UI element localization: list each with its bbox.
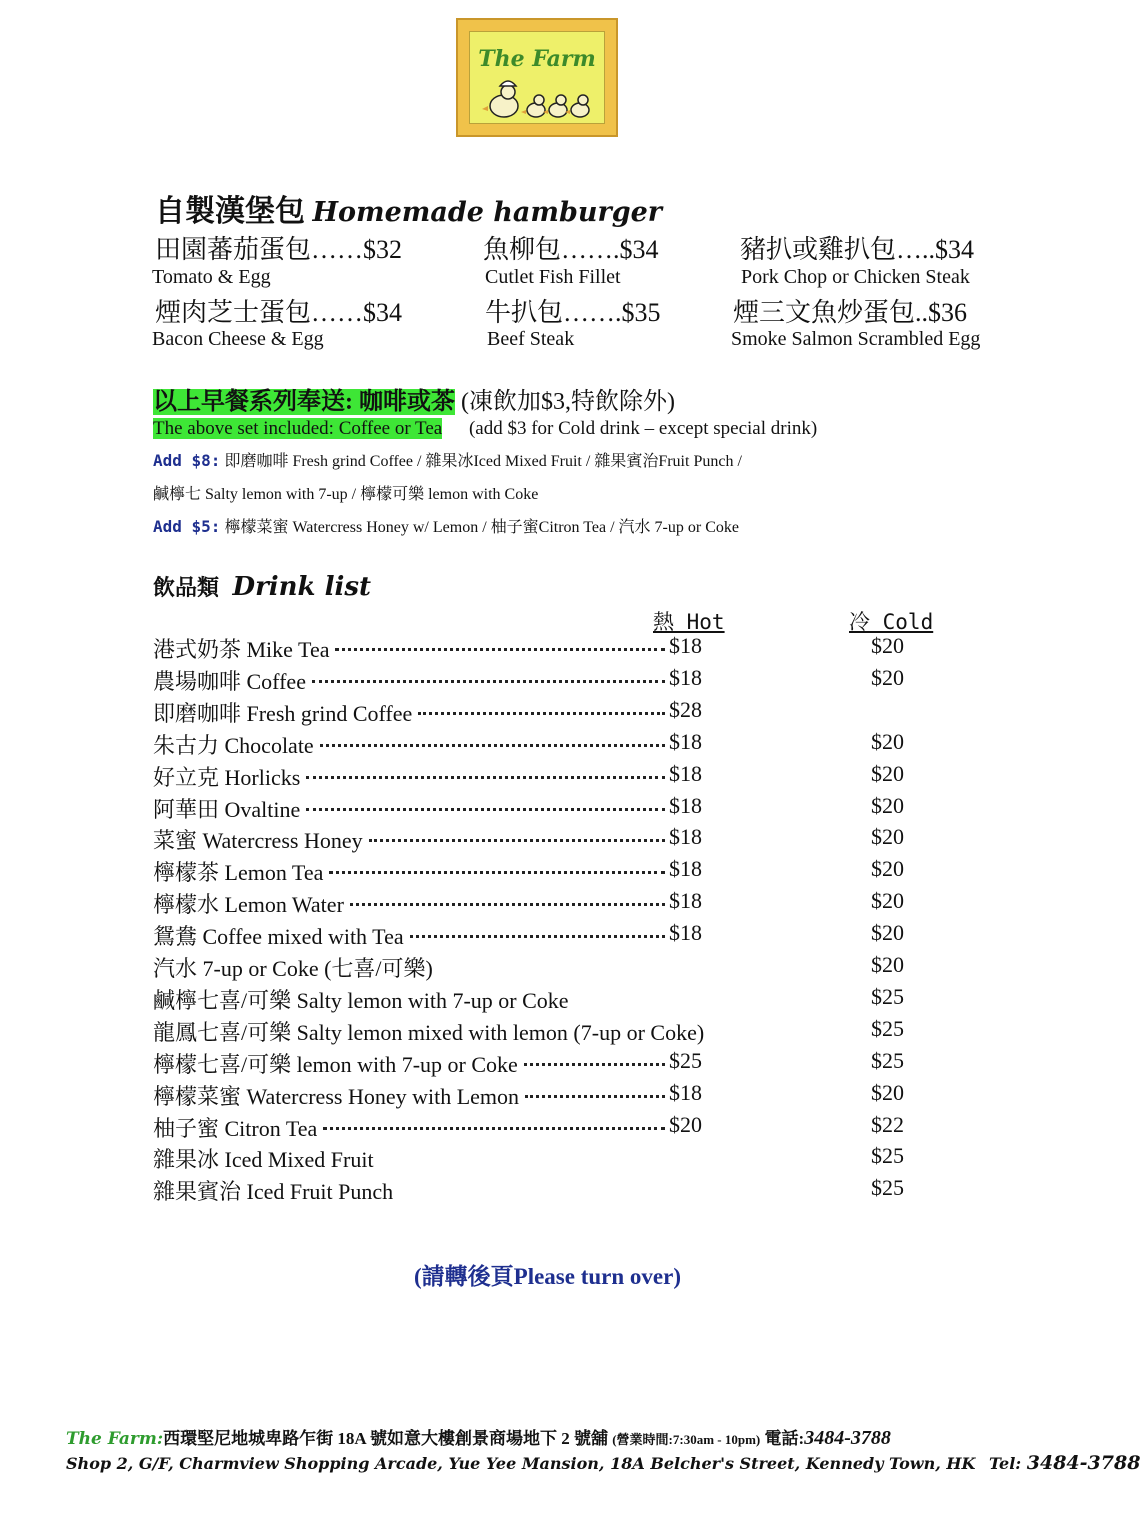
drink-row <box>153 1016 933 1048</box>
footer-address-zh-text: 西環堅尼地城卑路乍街 18A 號如意大樓創景商場地下 2 號舖 <box>163 1429 608 1448</box>
hot-column-header: 熱 Hot <box>653 610 725 634</box>
footer-address-en-text: Shop 2, G/F, Charmview Shopping Arcade, Yue Yee Mansion, 18A Belcher's Street, Kennedy Town, HK <box>66 1454 976 1473</box>
cold-price: $20 <box>871 1079 904 1105</box>
add8-options-cont: 鹹檸七 Salty lemon with 7-up / 檸檬可樂 lemon with Coke <box>153 486 539 503</box>
set-included-note: (凍飲加$3,特飲除外) <box>461 389 675 415</box>
drink-name: 檸檬七喜/可樂 lemon with 7-up or Coke <box>153 1051 518 1077</box>
drink-name: 汽水 7-up or Coke (七喜/可樂) <box>153 956 433 981</box>
cold-price: $20 <box>871 664 904 690</box>
menu-item-zh: 煙肉芝士蛋包……$34 <box>155 298 403 327</box>
cold-price: $20 <box>871 888 904 914</box>
drink-row <box>153 888 933 920</box>
leader-dots <box>335 648 665 651</box>
logo-text: The Farm <box>478 46 596 72</box>
drink-row <box>153 729 933 761</box>
drink-row <box>153 793 933 825</box>
cold-price: $25 <box>871 1143 904 1169</box>
farm-logo <box>456 18 618 137</box>
drink-row <box>153 1143 933 1175</box>
drink-name: 即磨咖啡 Fresh grind Coffee <box>153 700 413 726</box>
hot-price: $20 <box>669 1111 702 1137</box>
drink-row <box>153 856 933 888</box>
drink-name: 朱古力 Chocolate <box>153 732 314 758</box>
drink-row <box>153 1175 933 1207</box>
footer-phone-label-en: Tel: <box>988 1454 1022 1473</box>
cold-price: $22 <box>871 1111 904 1137</box>
drink-row <box>153 920 933 952</box>
set-included-highlight: 以上早餐系列奉送: 咖啡或茶 <box>153 389 455 415</box>
hot-price: $18 <box>669 792 702 818</box>
leader-dots <box>410 935 665 938</box>
footer-phone-en: 3484-3788 <box>1026 1452 1140 1474</box>
set-included-en-highlight: The above set included: Coffee or Tea <box>153 418 443 439</box>
drink-name: 檸檬水 Lemon Water <box>153 892 344 918</box>
menu-item-zh: 煙三文魚炒蛋包..$36 <box>733 298 968 327</box>
menu-item-en: Cutlet Fish Fillet <box>485 266 621 288</box>
menu-item-en: Pork Chop or Chicken Steak <box>741 266 970 288</box>
hot-price: $18 <box>669 856 702 882</box>
menu-item-zh: 牛扒包…….$35 <box>485 298 661 327</box>
leader-dots <box>306 776 665 779</box>
cold-price: $25 <box>871 1175 904 1201</box>
drink-name: 鹹檸七喜/可樂 Salty lemon with 7-up or Coke <box>153 987 569 1013</box>
drink-name: 好立克 Horlicks <box>153 764 301 790</box>
hamburger-heading <box>155 186 662 230</box>
add5-line <box>153 514 739 537</box>
drink-row <box>153 824 933 856</box>
leader-dots <box>320 744 665 747</box>
set-included-en <box>153 418 817 440</box>
drink-row <box>153 1048 933 1080</box>
cold-price: $20 <box>871 728 904 754</box>
cold-price: $20 <box>871 792 904 818</box>
hot-price: $18 <box>669 920 702 946</box>
drink-name: 菜蜜 Watercress Honey <box>153 828 363 854</box>
drink-row <box>153 1080 933 1112</box>
cold-column-header: 冷 Cold <box>849 610 934 634</box>
menu-item-zh: 豬扒或雞扒包…..$34 <box>740 235 975 264</box>
drink-row <box>153 665 933 697</box>
cold-price: $20 <box>871 952 904 977</box>
cold-price: $25 <box>871 1047 904 1073</box>
leader-dots <box>369 839 665 842</box>
hamburger-heading-en: Homemade hamburger <box>312 197 662 228</box>
menu-item-en: Tomato & Egg <box>152 266 271 288</box>
drink-row <box>153 761 933 793</box>
footer-address-zh <box>66 1424 891 1450</box>
turn-over-note: (請轉後頁Please turn over) <box>414 1264 681 1289</box>
drink-name: 柚子蜜 Citron Tea <box>153 1115 318 1141</box>
leader-dots <box>418 712 665 715</box>
leader-dots <box>350 903 665 906</box>
add5-options: 檸檬菜蜜 Watercress Honey w/ Lemon / 柚子蜜Citron Tea / 汽水 7-up or Coke <box>224 519 739 536</box>
hot-price: $18 <box>669 1079 702 1105</box>
set-included-en-note: (add $3 for Cold drink – except special drink) <box>468 418 818 439</box>
leader-dots <box>312 680 665 683</box>
hot-price: $18 <box>669 728 702 754</box>
footer-brand: The Farm: <box>66 1429 164 1449</box>
hot-price: $18 <box>669 824 702 850</box>
footer-hours: (營業時間:7:30am - 10pm) <box>612 1432 761 1447</box>
drink-row <box>153 1112 933 1144</box>
drink-name: 龍鳳七喜/可樂 Salty lemon mixed with lemon (7-up or Coke) <box>153 1019 705 1045</box>
leader-dots <box>323 1127 665 1130</box>
set-included-zh <box>153 381 675 416</box>
hot-price: $18 <box>669 664 702 690</box>
drink-name: 農場咖啡 Coffee <box>153 668 306 694</box>
drink-row <box>153 633 933 665</box>
drink-heading-en: Drink list <box>232 572 372 602</box>
add5-label: Add $5: <box>153 517 221 536</box>
drink-row <box>153 697 933 729</box>
footer-phone: 3484-3788 <box>804 1427 891 1449</box>
leader-dots <box>524 1063 665 1066</box>
drink-name: 雜果冰 Iced Mixed Fruit <box>153 1147 374 1173</box>
hot-price: $18 <box>669 760 702 786</box>
cold-price: $25 <box>871 983 904 1009</box>
hamburger-heading-zh: 自製漢堡包 <box>155 195 305 228</box>
cold-price: $20 <box>871 920 904 946</box>
add8-options: 即磨咖啡 Fresh grind Coffee / 雜果冰Iced Mixed Fruit / 雜果賓治Fruit Punch / <box>224 453 742 470</box>
drink-heading-zh: 飲品類 <box>153 575 220 600</box>
cold-price: $20 <box>871 856 904 882</box>
drink-row <box>153 984 933 1016</box>
drink-name: 阿華田 Ovaltine <box>153 796 301 822</box>
menu-item-en: Smoke Salmon Scrambled Egg <box>731 328 981 350</box>
add8-label: Add $8: <box>153 451 221 470</box>
chef-ducks-icon <box>482 80 598 122</box>
hot-price: $18 <box>669 888 702 914</box>
footer-address-en <box>66 1452 1140 1474</box>
drink-name: 檸檬茶 Lemon Tea <box>153 860 324 886</box>
menu-item-en: Beef Steak <box>487 328 575 350</box>
footer-phone-label-zh: 電話: <box>764 1429 805 1448</box>
drink-name: 港式奶茶 Mike Tea <box>153 637 330 662</box>
cold-price: $25 <box>871 1015 904 1041</box>
cold-price: $20 <box>871 824 904 850</box>
menu-item-zh: 田園蕃茄蛋包……$32 <box>155 235 403 264</box>
leader-dots <box>525 1095 665 1098</box>
drink-list-heading <box>153 571 371 602</box>
hot-price: $25 <box>669 1047 702 1073</box>
add8-line <box>153 448 742 471</box>
hot-price: $18 <box>669 633 702 658</box>
leader-dots <box>306 808 665 811</box>
cold-price: $20 <box>871 633 904 658</box>
cold-price: $20 <box>871 760 904 786</box>
drink-name: 鴛鴦 Coffee mixed with Tea <box>153 924 404 950</box>
hot-price: $28 <box>669 696 702 722</box>
logo-panel <box>469 31 605 124</box>
menu-item-en: Bacon Cheese & Egg <box>152 328 324 350</box>
drink-row <box>153 952 933 984</box>
drink-name: 檸檬菜蜜 Watercress Honey with Lemon <box>153 1083 520 1109</box>
leader-dots <box>329 871 665 874</box>
drink-name: 雜果賓治 Iced Fruit Punch <box>153 1179 394 1205</box>
menu-item-zh: 魚柳包…….$34 <box>483 235 659 264</box>
